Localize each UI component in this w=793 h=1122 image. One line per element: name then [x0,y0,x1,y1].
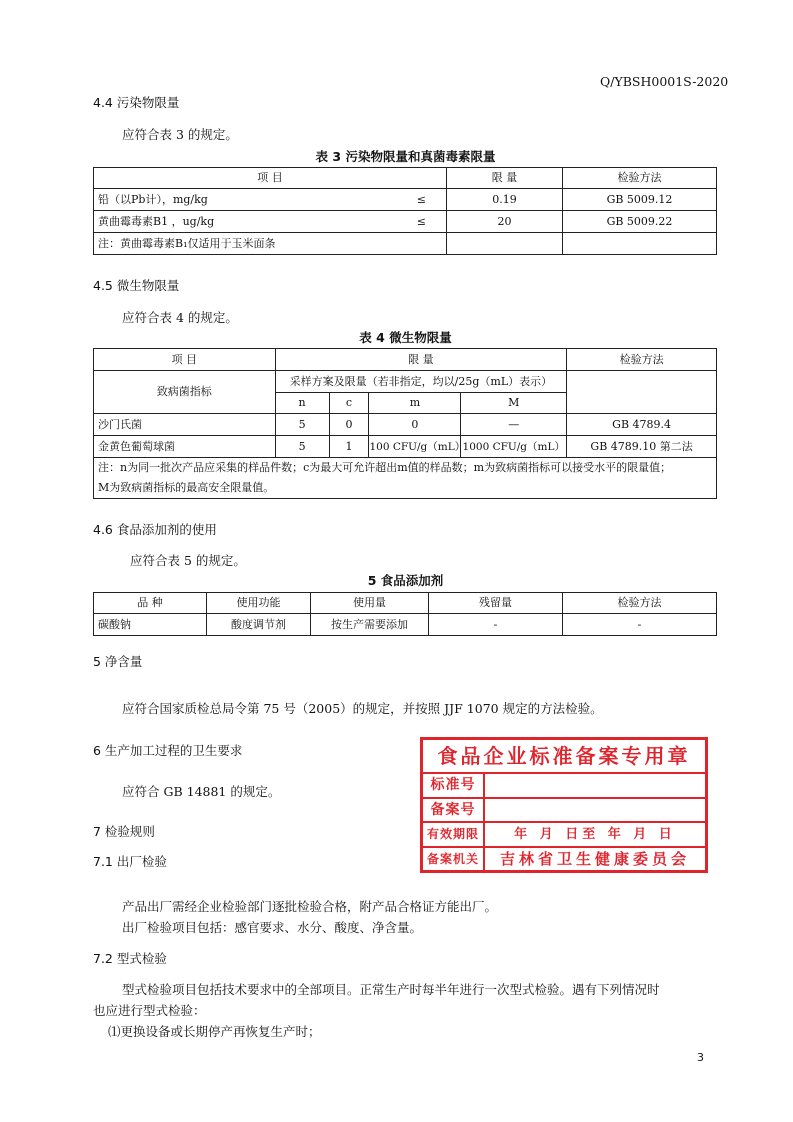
stamp-label: 备案号 [423,799,485,822]
section-heading: 4.5 微生物限量 [93,278,180,293]
cell: 1000 CFU/g（mL） [461,436,567,458]
col-header: 检验方法 [563,593,717,614]
stamp-label: 有效期限 [423,823,485,846]
section-heading: 6 生产加工过程的卫生要求 [93,743,243,758]
section-heading: 4.4 污染物限量 [93,95,180,110]
table-caption: 5 食品添加剂 [367,573,444,588]
table-row [94,436,717,458]
cell: ≤ [416,214,426,228]
section-heading: 7.2 型式检验 [93,951,167,966]
table-caption: 表 4 微生物限量 [359,330,452,345]
cell: — [461,414,567,436]
col-header: 项 目 [94,168,447,189]
paragraph: 应符合表 5 的规定。 [130,553,246,568]
col-header: 限 量 [275,349,567,371]
table-row [94,211,717,233]
cell: 20 [447,211,563,233]
section-heading: 5 净含量 [93,654,143,669]
col-header: 品 种 [94,593,207,614]
cell: 0 [369,414,461,436]
col-header: 使用量 [311,593,429,614]
paragraph: 型式检验项目包括技术要求中的全部项目。正常生产时每半年进行一次型式检验。遇有下列情况时 [122,982,660,997]
col-header: 残留量 [429,593,563,614]
paragraph: 也应进行型式检验： [93,1003,206,1018]
document-code: Q/YBSH0001S-2020 [600,74,729,89]
table-3 [93,167,717,255]
table-4 [93,348,717,499]
cell: 致病菌指标 [94,371,276,414]
cell: ≤ [416,192,426,206]
cell: 1 [329,436,369,458]
section-heading: 7 检验规则 [93,824,155,839]
cell: GB 5009.12 [563,189,717,211]
stamp-label: 备案机关 [423,848,485,873]
col-header: 限 量 [447,168,563,189]
paragraph: 应符合表 3 的规定。 [122,127,238,142]
table-note: 注：黄曲霉毒素B₁仅适用于玉米面条 [94,233,447,255]
cell: 铅（以Pb计），mg/kg [98,192,208,206]
cell: 5 [275,436,329,458]
cell: 沙门氏菌 [94,414,276,436]
stamp-title: 食品企业标准备案专用章 [423,740,705,774]
table-row [94,614,717,636]
section-heading: 4.6 食品添加剂的使用 [93,522,217,537]
paragraph: 出厂检验项目包括：感官要求、水分、酸度、净含量。 [122,920,423,935]
col-header: 项 目 [94,349,276,371]
cell: - [563,614,717,636]
cell: 酸度调节剂 [207,614,311,636]
cell: 黄曲霉毒素B1 ，ug/kg [98,214,215,228]
paragraph: 应符合表 4 的规定。 [122,310,238,325]
table-row [94,189,717,211]
cell: m [369,393,461,414]
table-note [94,458,717,499]
cell: 采样方案及限量（若非指定，均以/25g（mL）表示） [275,371,567,393]
col-header: 使用功能 [207,593,311,614]
cell: 0 [329,414,369,436]
section-heading: 7.1 出厂检验 [93,854,167,869]
cell: - [429,614,563,636]
cell: c [329,393,369,414]
cell: GB 5009.22 [563,211,717,233]
paragraph: 应符合国家质检总局令第 75 号（2005）的规定，并按照 JJF 1070 规定的方法检验。 [122,701,603,716]
cell: 0.19 [447,189,563,211]
paragraph: ⑴更换设备或长期停产再恢复生产时； [108,1024,321,1039]
note-line: 注：n为同一批次产品应采集的样品件数；c为最大可允许超出m值的样品数；m为致病菌指标可以接受水平的限量值； [98,461,672,474]
cell: 5 [275,414,329,436]
cell: 100 CFU/g（mL） [369,436,461,458]
table-5 [93,592,717,636]
cell: 碳酸钠 [94,614,207,636]
stamp-validity: 年 月 日至 年 月 日 [514,827,676,842]
page-number: 3 [697,1051,704,1064]
cell: 按生产需要添加 [311,614,429,636]
paragraph: 产品出厂需经企业检验部门逐批检验合格，附产品合格证方能出厂。 [122,899,498,914]
note-line: M为致病菌指标的最高安全限量值。 [98,481,275,494]
table-row [94,414,717,436]
cell: GB 4789.4 [567,414,717,436]
filing-stamp [420,737,708,873]
stamp-label: 标准号 [423,774,485,797]
cell: 金黄色葡萄球菌 [94,436,276,458]
stamp-authority: 吉林省卫生健康委员会 [499,849,690,868]
col-header: 检验方法 [567,349,717,371]
cell: GB 4789.10 第二法 [567,436,717,458]
table-caption: 表 3 污染物限量和真菌毒素限量 [315,149,496,164]
cell: n [275,393,329,414]
col-header: 检验方法 [563,168,717,189]
cell: M [461,393,567,414]
paragraph: 应符合 GB 14881 的规定。 [122,784,281,799]
